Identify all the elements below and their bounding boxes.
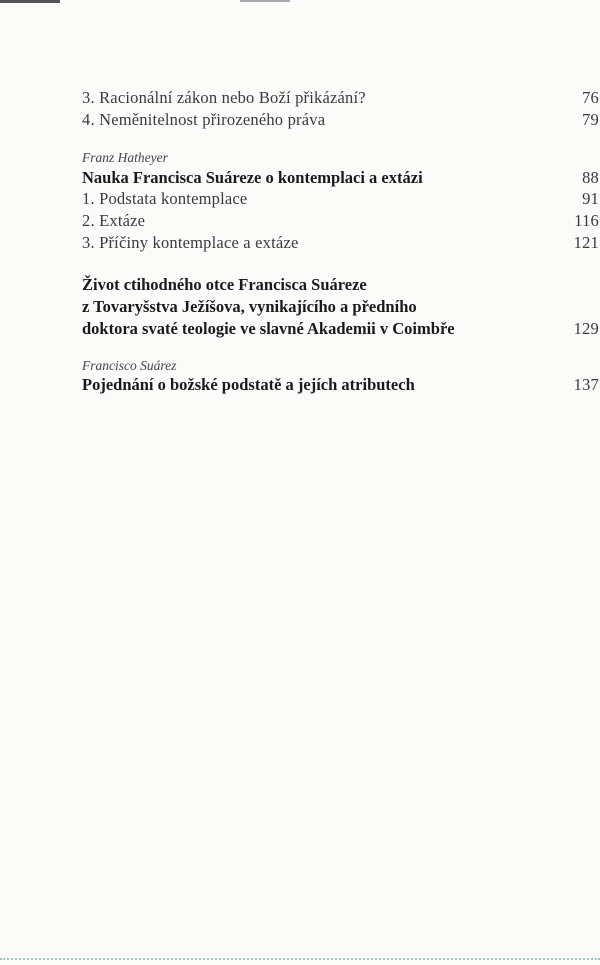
toc-entry-line (82, 297, 600, 317)
toc-entry-title: z Tovaryšstva Ježíšova, vynikajícího a předního (82, 297, 417, 316)
toc-entry (82, 189, 600, 209)
toc-entry-page: 121 (573, 233, 599, 252)
author-name: Franz Hatheyer (82, 150, 168, 165)
toc-entry (82, 375, 600, 395)
toc-entry-title: doktora svaté teologie ve slavné Akademii v Coimbře (82, 319, 455, 338)
toc-entry (82, 319, 600, 339)
toc-entry-title: 1. Podstata kontemplace (82, 189, 248, 208)
toc-entry (82, 168, 600, 188)
toc-entry-page: 91 (582, 189, 599, 208)
toc-entry-title: Nauka Francisca Suáreze o kontemplaci a extázi (82, 168, 423, 187)
toc-entry-page: 116 (574, 211, 599, 230)
toc-entry-title: 2. Extáze (82, 211, 146, 230)
toc-author (82, 356, 600, 376)
toc-entry (82, 88, 600, 108)
toc-author (82, 148, 600, 168)
toc-entry-page: 79 (582, 110, 599, 129)
toc-entry-page: 76 (582, 88, 599, 107)
toc-entry-page: 137 (573, 375, 599, 394)
toc-entry-title: 3. Příčiny kontemplace a extáze (82, 233, 299, 252)
toc-entry-page: 129 (573, 319, 599, 338)
scan-bottom-edge (0, 958, 600, 960)
toc-entry-title: 3. Racionální zákon nebo Boží přikázání? (82, 88, 366, 107)
toc-entry-title: Pojednání o božské podstatě a jejích atributech (82, 375, 415, 394)
toc-entry-line (82, 275, 600, 295)
toc-entry (82, 233, 600, 253)
toc-entry (82, 211, 600, 231)
scan-edge-mark (240, 0, 290, 2)
toc-entry (82, 110, 600, 130)
toc-entry-title: Život ctihodného otce Francisca Suáreze (82, 275, 367, 294)
author-name: Francisco Suárez (82, 358, 177, 373)
toc-entry-page: 88 (582, 168, 599, 187)
scan-edge-mark (0, 0, 60, 3)
toc-entry-title: 4. Neměnitelnost přirozeného práva (82, 110, 326, 129)
